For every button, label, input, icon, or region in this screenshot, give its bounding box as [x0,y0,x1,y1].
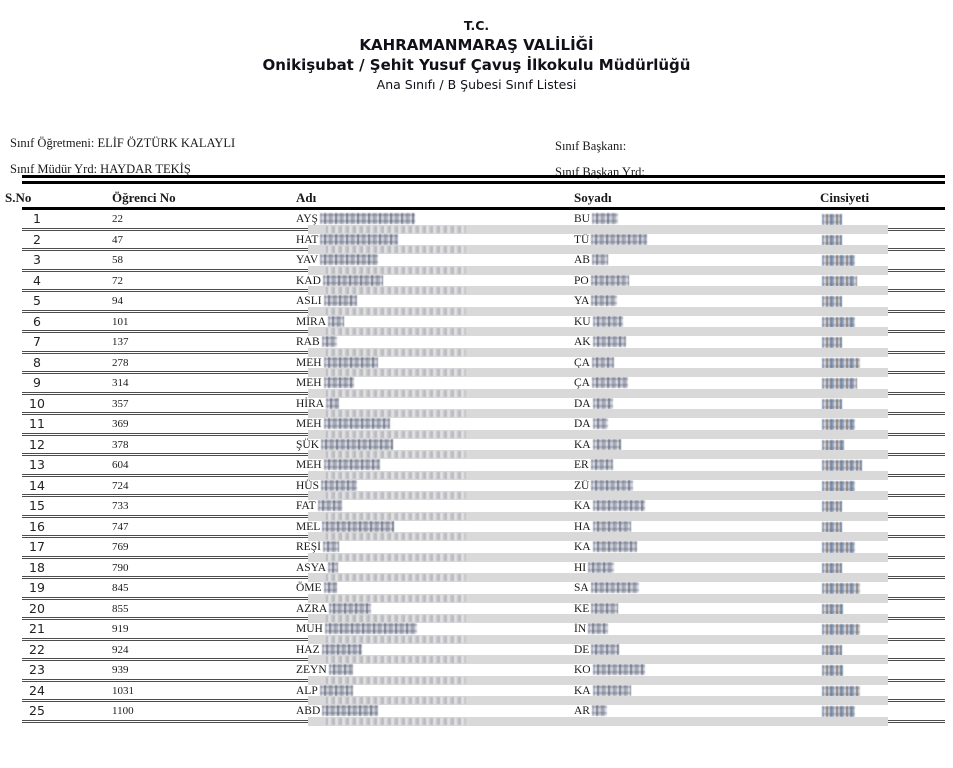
table-row [22,559,945,580]
cell-first-name: ASYA [296,560,338,576]
first-name-redaction-blur [328,562,338,573]
redaction-stripe [308,389,888,398]
cell-surname: DA [574,396,613,412]
redaction-stripe [308,450,888,459]
redaction-stripe [308,553,888,562]
first-name-redaction-blur [322,336,337,347]
cell-surname: KA [574,539,637,555]
cell-surname: SA [574,580,639,596]
surname-redaction-blur [588,623,608,634]
header-state-title: T.C. [463,18,490,33]
table-row [22,272,945,293]
cell-surname: ZÜ [574,478,633,494]
cell-first-name: REŞİ [296,539,339,555]
first-name-redaction-blur [325,623,417,634]
gender-redaction-blur [822,358,860,369]
table-row [22,682,945,703]
surname-redaction-blur [591,644,619,655]
redaction-stripe [308,594,888,603]
cell-serial-number: 22 [29,641,45,657]
first-name-redaction-blur [324,295,357,306]
column-header-first-name: Adı [296,190,317,205]
cell-first-name: KAD [296,273,383,289]
cell-first-name: RAB [296,334,337,350]
surname-redaction-blur [591,295,617,306]
first-name-redaction-blur [329,664,353,675]
cell-student-number: 369 [112,418,129,430]
cell-student-number: 72 [112,274,123,287]
surname-redaction-blur [593,541,637,552]
surname-redaction-blur [593,685,631,696]
class-president-line: Sınıf Başkanı: [555,139,627,153]
cell-surname: KA [574,498,645,514]
cell-surname: TÜ [574,232,647,248]
surname-redaction-blur [593,500,645,511]
first-name-redaction-blur [323,275,383,286]
first-name-redaction-blur [320,685,353,696]
gender-redaction-blur [822,440,844,451]
cell-serial-number: 2 [33,231,41,247]
gender-redaction-blur [822,583,860,594]
cell-first-name: MEH [296,355,378,371]
cell-surname: KO [574,662,645,678]
gender-redaction-blur [822,337,842,348]
first-name-redaction-blur [324,418,390,429]
cell-first-name: HÜS [296,478,357,494]
cell-serial-number: 14 [29,477,45,493]
redaction-stripe [308,512,888,521]
cell-serial-number: 8 [33,354,41,370]
surname-redaction-blur [591,603,618,614]
cell-surname: DE [574,642,619,658]
table-row [22,620,945,641]
gender-redaction-blur [822,419,855,430]
first-name-redaction-blur [318,500,342,511]
first-name-redaction-blur [329,603,371,614]
table-row [22,702,945,723]
gender-redaction-blur [822,501,842,512]
cell-serial-number: 10 [29,395,45,411]
table-row [22,641,945,662]
table-row [22,518,945,539]
cell-student-number: 919 [112,623,129,635]
header-list-subtitle: Ana Sınıfı / B Şubesi Sınıf Listesi [376,77,577,92]
gender-redaction-blur [822,686,860,697]
table-row [22,415,945,436]
cell-serial-number: 12 [29,436,45,452]
cell-serial-number: 18 [29,559,45,575]
cell-serial-number: 23 [29,662,45,677]
cell-student-number: 845 [112,582,129,594]
cell-student-number: 58 [112,254,123,266]
surname-redaction-blur [591,582,639,593]
cell-serial-number: 20 [29,600,45,616]
cell-student-number: 733 [112,500,129,512]
first-name-redaction-blur [324,377,354,388]
table-row [22,579,945,600]
table-row [22,313,945,334]
cell-serial-number: 15 [29,498,45,513]
table-row [22,497,945,518]
gender-redaction-blur [822,255,855,266]
redaction-stripe [308,532,888,541]
column-header-gender: Cinsiyeti [820,190,870,205]
surname-redaction-blur [593,398,613,409]
gender-redaction-blur [822,563,842,574]
cell-student-number: 924 [112,643,129,656]
cell-surname: KU [574,314,623,330]
cell-surname: KE [574,601,618,617]
first-name-redaction-blur [322,521,394,532]
cell-first-name: AZRA [296,601,371,617]
gender-redaction-blur [822,276,857,287]
cell-surname: İN [574,621,608,637]
redaction-stripe [308,266,888,275]
table-row [22,395,945,416]
first-name-redaction-blur [320,234,398,245]
cell-serial-number: 11 [29,416,45,431]
surname-redaction-blur [592,357,614,368]
table-row [22,354,945,375]
cell-surname: AK [574,334,626,350]
surname-redaction-blur [592,377,628,388]
first-name-redaction-blur [320,254,378,265]
table-row [22,477,945,498]
surname-redaction-blur [592,254,608,265]
cell-student-number: 604 [112,459,129,471]
class-president-deputy-line: Sınıf Başkan Yrd: [555,165,645,179]
double-rule [22,175,945,184]
gender-redaction-blur [822,624,860,635]
surname-redaction-blur [593,664,645,675]
surname-redaction-blur [593,418,608,429]
redaction-stripe [308,286,888,295]
gender-redaction-blur [822,296,842,307]
cell-serial-number: 19 [29,580,45,595]
header-school-name: Onikişubat / Şehit Yusuf Çavuş İlkokulu Müdürlüğü [262,56,691,74]
cell-student-number: 747 [112,520,129,533]
table-row [22,538,945,559]
first-name-redaction-blur [328,316,344,327]
column-header-surname: Soyadı [574,190,612,205]
cell-serial-number: 13 [29,457,45,472]
redaction-stripe [308,635,888,644]
redaction-stripe [308,368,888,377]
surname-redaction-blur [588,562,614,573]
cell-first-name: AYŞ [296,211,415,227]
redaction-stripe [308,491,888,500]
cell-serial-number: 3 [33,252,41,267]
redaction-stripe [308,245,888,254]
cell-surname: BU [574,211,618,227]
redaction-stripe [308,573,888,582]
gender-redaction-blur [822,317,855,328]
column-header-serial-no: S.No [5,190,32,205]
cell-first-name: HAT [296,232,398,248]
first-name-redaction-blur [324,582,337,593]
redaction-stripe [308,307,888,316]
gender-redaction-blur [822,235,842,246]
cell-surname: ÇA [574,375,628,391]
cell-surname: AB [574,252,608,268]
cell-student-number: 47 [112,233,123,246]
surname-redaction-blur [592,705,607,716]
cell-student-number: 939 [112,664,129,676]
cell-student-number: 790 [112,561,129,574]
table-row [22,251,945,272]
surname-redaction-blur [591,275,629,286]
first-name-redaction-blur [323,541,339,552]
surname-redaction-blur [593,521,631,532]
vice-principal-line: Sınıf Müdür Yrd: HAYDAR TEKİŞ [10,162,191,176]
header-governorship: KAHRAMANMARAŞ VALİLİĞİ [359,36,594,54]
cell-student-number: 855 [112,602,129,615]
redaction-stripe [308,471,888,480]
gender-redaction-blur [822,460,862,471]
cell-first-name: ŞÜK [296,437,393,453]
first-name-redaction-blur [322,705,378,716]
gender-redaction-blur [822,214,842,225]
first-name-redaction-blur [324,459,380,470]
gender-redaction-blur [822,522,842,533]
first-name-redaction-blur [321,439,393,450]
cell-student-number: 357 [112,397,129,410]
cell-surname: KA [574,683,631,699]
cell-student-number: 1100 [112,705,134,717]
gender-redaction-blur [822,645,842,656]
table-row [22,210,945,231]
cell-surname: ER [574,457,613,473]
cell-student-number: 278 [112,356,129,369]
table-row [22,333,945,354]
cell-surname: DA [574,416,608,432]
redaction-stripe [308,409,888,418]
table-row [22,436,945,457]
cell-surname: PO [574,273,629,289]
gender-redaction-blur [822,481,855,492]
redaction-stripe [308,327,888,336]
cell-first-name: FAT [296,498,342,514]
cell-first-name: MEL [296,519,394,535]
cell-student-number: 314 [112,377,129,389]
cell-serial-number: 4 [33,272,41,288]
cell-surname: KA [574,437,621,453]
cell-first-name: ÖME [296,580,337,596]
cell-student-number: 22 [112,213,123,225]
first-name-redaction-blur [324,357,378,368]
cell-first-name: ABD [296,703,378,719]
cell-first-name: ASLI [296,293,357,309]
redaction-stripe [308,676,888,685]
class-teacher-line: Sınıf Öğretmeni: ELİF ÖZTÜRK KALAYLI [10,136,236,150]
column-header-student-no: Öğrenci No [112,190,176,205]
cell-student-number: 378 [112,438,129,451]
surname-redaction-blur [593,316,623,327]
gender-redaction-blur [822,604,843,615]
gender-redaction-blur [822,378,857,389]
redaction-stripe [308,614,888,623]
redaction-stripe [308,717,888,726]
cell-first-name: MUH [296,621,417,637]
cell-serial-number: 1 [33,211,41,226]
gender-redaction-blur [822,542,855,553]
cell-surname: HA [574,519,631,535]
cell-first-name: MİRA [296,314,344,330]
cell-surname: AR [574,703,607,719]
surname-redaction-blur [593,336,626,347]
surname-redaction-blur [591,480,633,491]
document-header [0,16,953,94]
cell-serial-number: 6 [33,313,41,329]
surname-redaction-blur [593,439,621,450]
cell-first-name: MEH [296,416,390,432]
cell-surname: HI [574,560,614,576]
gender-redaction-blur [822,665,843,676]
first-name-redaction-blur [322,644,362,655]
cell-first-name: HAZ [296,642,362,658]
gender-redaction-blur [822,399,842,410]
redaction-stripe [308,225,888,234]
cell-first-name: MEH [296,375,354,391]
student-table-body [22,210,945,723]
cell-student-number: 101 [112,315,129,328]
first-name-redaction-blur [320,213,415,224]
cell-serial-number: 16 [29,518,45,534]
table-row [22,661,945,682]
cell-first-name: YAV [296,252,378,268]
cell-serial-number: 17 [29,539,45,554]
surname-redaction-blur [591,459,613,470]
cell-student-number: 94 [112,295,123,307]
cell-surname: ÇA [574,355,614,371]
cell-serial-number: 5 [33,293,41,308]
cell-student-number: 724 [112,479,129,492]
cell-serial-number: 9 [33,375,41,390]
gender-redaction-blur [822,706,855,717]
cell-serial-number: 7 [33,334,41,349]
cell-serial-number: 21 [29,621,45,636]
cell-student-number: 769 [112,541,129,553]
redaction-stripe [308,655,888,664]
table-row [22,374,945,395]
cell-student-number: 137 [112,336,129,348]
cell-first-name: MEH [296,457,380,473]
cell-first-name: ALP [296,683,353,699]
cell-student-number: 1031 [112,684,134,697]
table-row [22,231,945,252]
cell-first-name: HİRA [296,396,339,412]
cell-serial-number: 25 [29,703,45,718]
surname-redaction-blur [591,234,647,245]
first-name-redaction-blur [321,480,357,491]
cell-surname: YA [574,293,617,309]
surname-redaction-blur [592,213,618,224]
table-row [22,292,945,313]
cell-serial-number: 24 [29,682,45,698]
table-row [22,456,945,477]
redaction-stripe [308,348,888,357]
redaction-stripe [308,430,888,439]
table-row [22,600,945,621]
cell-first-name: ZEYN [296,662,353,678]
redaction-stripe [308,696,888,705]
first-name-redaction-blur [326,398,339,409]
